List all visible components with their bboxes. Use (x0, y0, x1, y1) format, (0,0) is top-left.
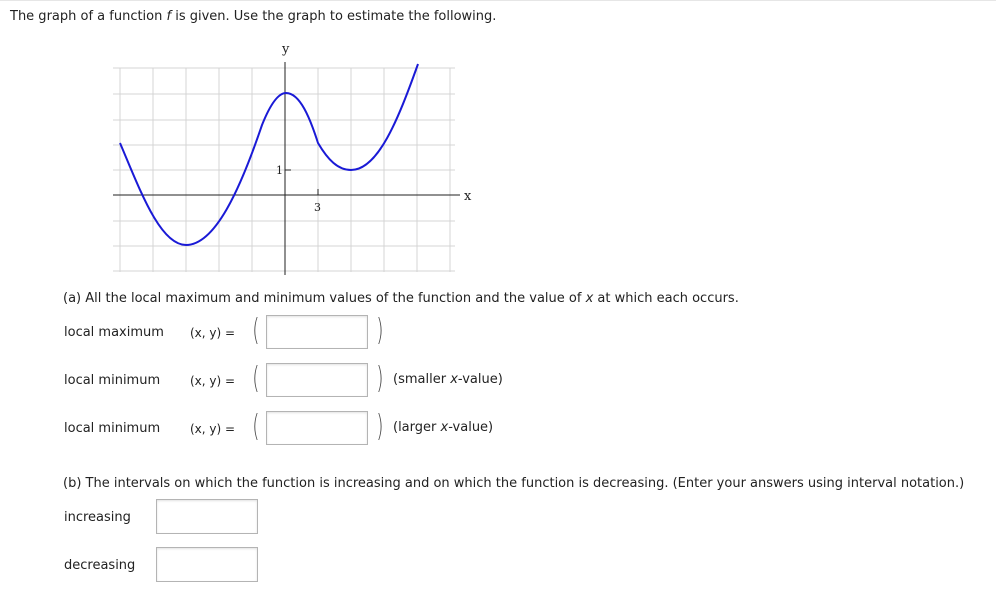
local-minimum-smaller-close-paren: ) (376, 361, 384, 396)
decreasing-input[interactable] (156, 547, 258, 582)
local-maximum-eq: (x, y) = (190, 326, 236, 340)
local-minimum-smaller-input[interactable] (266, 363, 368, 397)
local-minimum-larger-input[interactable] (266, 411, 368, 445)
problem-prompt: The graph of a function f is given. Use the graph to estimate the following. (10, 9, 497, 24)
local-minimum-larger-close-paren: ) (376, 409, 384, 444)
local-minimum-larger-open-paren: ( (252, 409, 260, 444)
local-maximum-label: local maximum (64, 325, 164, 340)
local-minimum-larger-eq: (x, y) = (190, 422, 236, 436)
larger-x-value-note: (larger x-value) (393, 420, 494, 435)
grid (113, 68, 455, 272)
part-b-question: (b) The intervals on which the function is increasing and on which the function is decreasing. (Enter your answers using interval notation.) (63, 476, 965, 491)
local-maximum-open-paren: ( (252, 313, 260, 348)
local-maximum-close-paren: ) (376, 313, 384, 348)
increasing-label: increasing (64, 510, 131, 525)
local-minimum-smaller-open-paren: ( (252, 361, 260, 396)
local-minimum-smaller-eq: (x, y) = (190, 374, 236, 388)
local-minimum-larger-label: local minimum (64, 421, 161, 436)
smaller-x-value-note: (smaller x-value) (393, 372, 503, 387)
decreasing-label: decreasing (64, 558, 136, 573)
y-axis-label: y (282, 42, 290, 57)
function-curve (120, 64, 418, 245)
local-minimum-smaller-label: local minimum (64, 373, 161, 388)
tick-label-1: 1 (276, 164, 283, 177)
tick-label-3: 3 (314, 201, 321, 214)
local-maximum-input[interactable] (266, 315, 368, 349)
x-axis-label: x (464, 189, 472, 204)
increasing-input[interactable] (156, 499, 258, 534)
part-a-question: (a) All the local maximum and minimum values of the function and the value of x at which each occurs. (63, 291, 739, 306)
